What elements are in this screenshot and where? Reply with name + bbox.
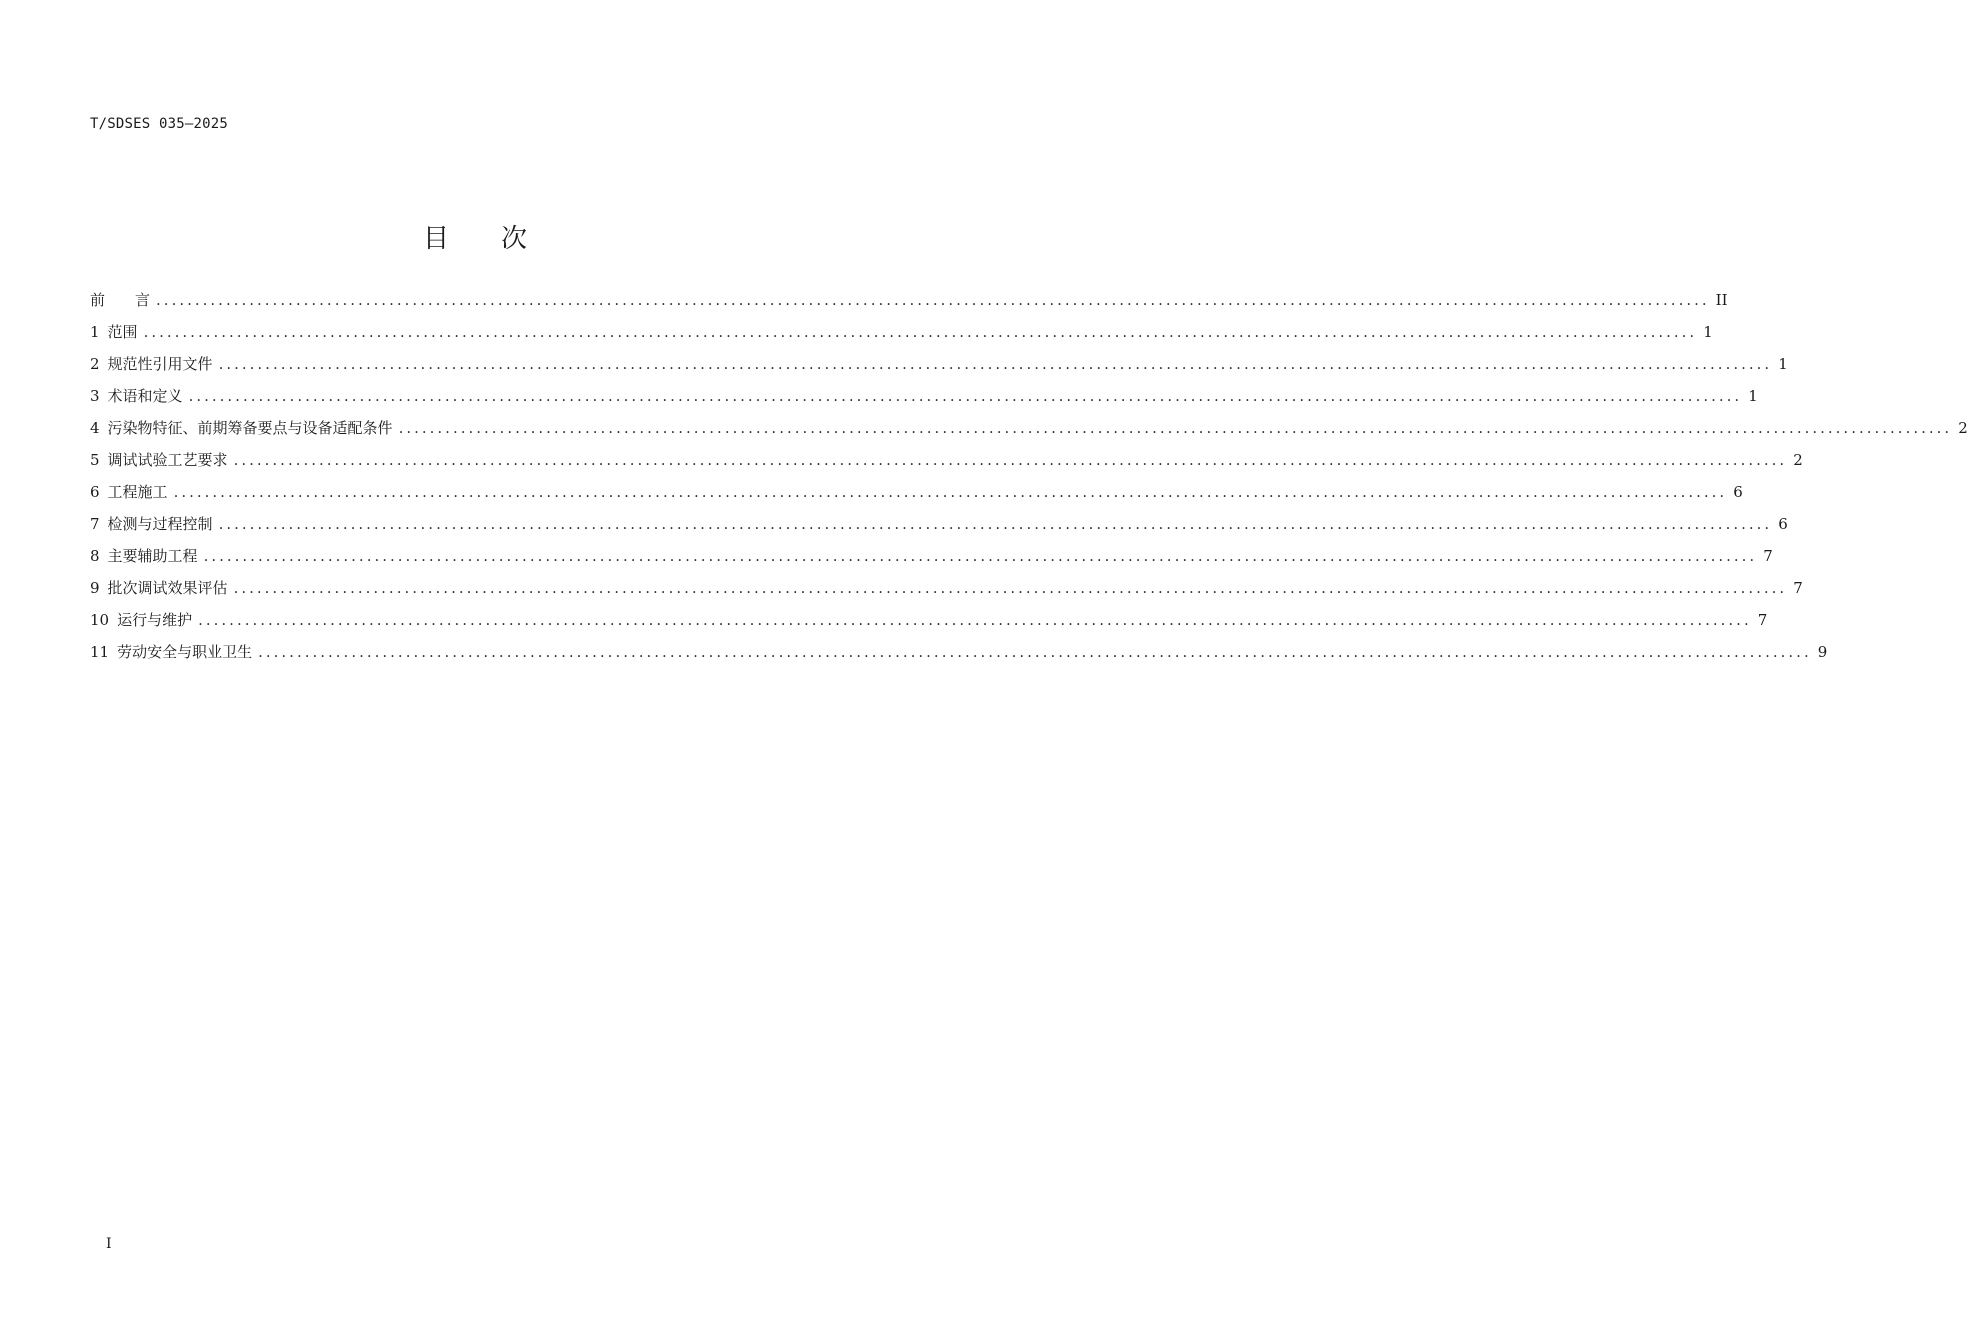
toc-entry-number: 8 xyxy=(90,547,100,565)
toc-leader-dots: ........................................................................................................................................................................................................ xyxy=(203,547,1758,565)
toc-entry[interactable] xyxy=(90,417,1968,449)
toc-entry-preface[interactable] xyxy=(90,289,1728,321)
toc-entry-number: 5 xyxy=(90,451,100,469)
table-of-contents xyxy=(90,289,1968,673)
toc-entry[interactable] xyxy=(90,449,1803,481)
toc-entry-label: 6 工程施工 xyxy=(90,483,168,501)
toc-title: 目次 xyxy=(422,224,579,254)
toc-leader-dots: ........................................................................................................................................................................................................ xyxy=(143,323,1698,341)
toc-entry[interactable] xyxy=(90,513,1788,545)
toc-leader-dots: ........................................................................................................................................................................................................ xyxy=(398,419,1953,437)
toc-leader-dots: ........................................................................................................................................................................................................ xyxy=(218,515,1773,533)
toc-entry[interactable] xyxy=(90,641,1828,673)
toc-entry-page: 6 xyxy=(1778,515,1788,533)
toc-entry-label: 2 规范性引用文件 xyxy=(90,355,213,373)
toc-entry-page: 7 xyxy=(1757,611,1768,629)
toc-entry-number: 4 xyxy=(90,419,100,437)
toc-entry-page: 2 xyxy=(1793,451,1803,469)
toc-entry-page: 1 xyxy=(1778,355,1788,373)
toc-entry-page: 6 xyxy=(1733,483,1743,501)
toc-entry-label: 8 主要辅助工程 xyxy=(90,547,198,565)
toc-entry-number: 7 xyxy=(90,515,100,533)
toc-entry[interactable] xyxy=(90,481,1743,513)
toc-entry-page: 7 xyxy=(1763,547,1773,565)
toc-entry[interactable] xyxy=(90,577,1803,609)
toc-leader-dots: ........................................................................................................................................................................................................ xyxy=(218,355,1773,373)
toc-entry-number: 10 xyxy=(90,611,110,629)
document-code: T/SDSES 035—2025 xyxy=(90,116,229,132)
toc-entry[interactable] xyxy=(90,321,1713,353)
toc-leader-dots: ........................................................................................................................................................................................................ xyxy=(173,483,1728,501)
toc-entry[interactable] xyxy=(90,609,1768,641)
toc-entry-label: 4 污染物特征、前期筹备要点与设备适配条件 xyxy=(90,419,393,437)
toc-entry-number: 9 xyxy=(90,579,100,597)
toc-entry-number: 2 xyxy=(90,355,100,373)
toc-entry-number: 6 xyxy=(90,483,100,501)
toc-entry-label: 5 调试试验工艺要求 xyxy=(90,451,228,469)
toc-entry-number: 3 xyxy=(90,387,100,405)
toc-entry[interactable] xyxy=(90,353,1788,385)
toc-entry-number: 1 xyxy=(90,323,100,341)
toc-leader-dots: ........................................................................................................................................................................................................ xyxy=(156,291,1710,309)
toc-entry-label: 9 批次调试效果评估 xyxy=(90,579,228,597)
toc-entry[interactable] xyxy=(90,385,1758,417)
toc-entry-page: 1 xyxy=(1748,387,1758,405)
toc-entry-label: 1 范围 xyxy=(90,323,138,341)
toc-entry-label: 前言 xyxy=(90,291,151,309)
toc-entry-number: 11 xyxy=(90,643,110,661)
toc-leader-dots: ........................................................................................................................................................................................................ xyxy=(188,387,1743,405)
toc-entry-label: 10 运行与维护 xyxy=(90,611,193,629)
toc-leader-dots: ........................................................................................................................................................................................................ xyxy=(233,579,1788,597)
toc-entry-page: II xyxy=(1715,291,1728,309)
toc-entry-label: 11 劳动安全与职业卫生 xyxy=(90,643,253,661)
toc-entry-page: 9 xyxy=(1817,643,1828,661)
toc-entry-label: 7 检测与过程控制 xyxy=(90,515,213,533)
page-number: I xyxy=(106,1236,112,1252)
toc-leader-dots: ........................................................................................................................................................................................................ xyxy=(198,611,1752,629)
toc-leader-dots: ........................................................................................................................................................................................................ xyxy=(258,643,1812,661)
toc-entry-page: 7 xyxy=(1793,579,1803,597)
toc-entry-page: 1 xyxy=(1703,323,1713,341)
toc-entry-page: 2 xyxy=(1958,419,1968,437)
toc-entry-label: 3 术语和定义 xyxy=(90,387,183,405)
toc-leader-dots: ........................................................................................................................................................................................................ xyxy=(233,451,1788,469)
toc-entry[interactable] xyxy=(90,545,1773,577)
